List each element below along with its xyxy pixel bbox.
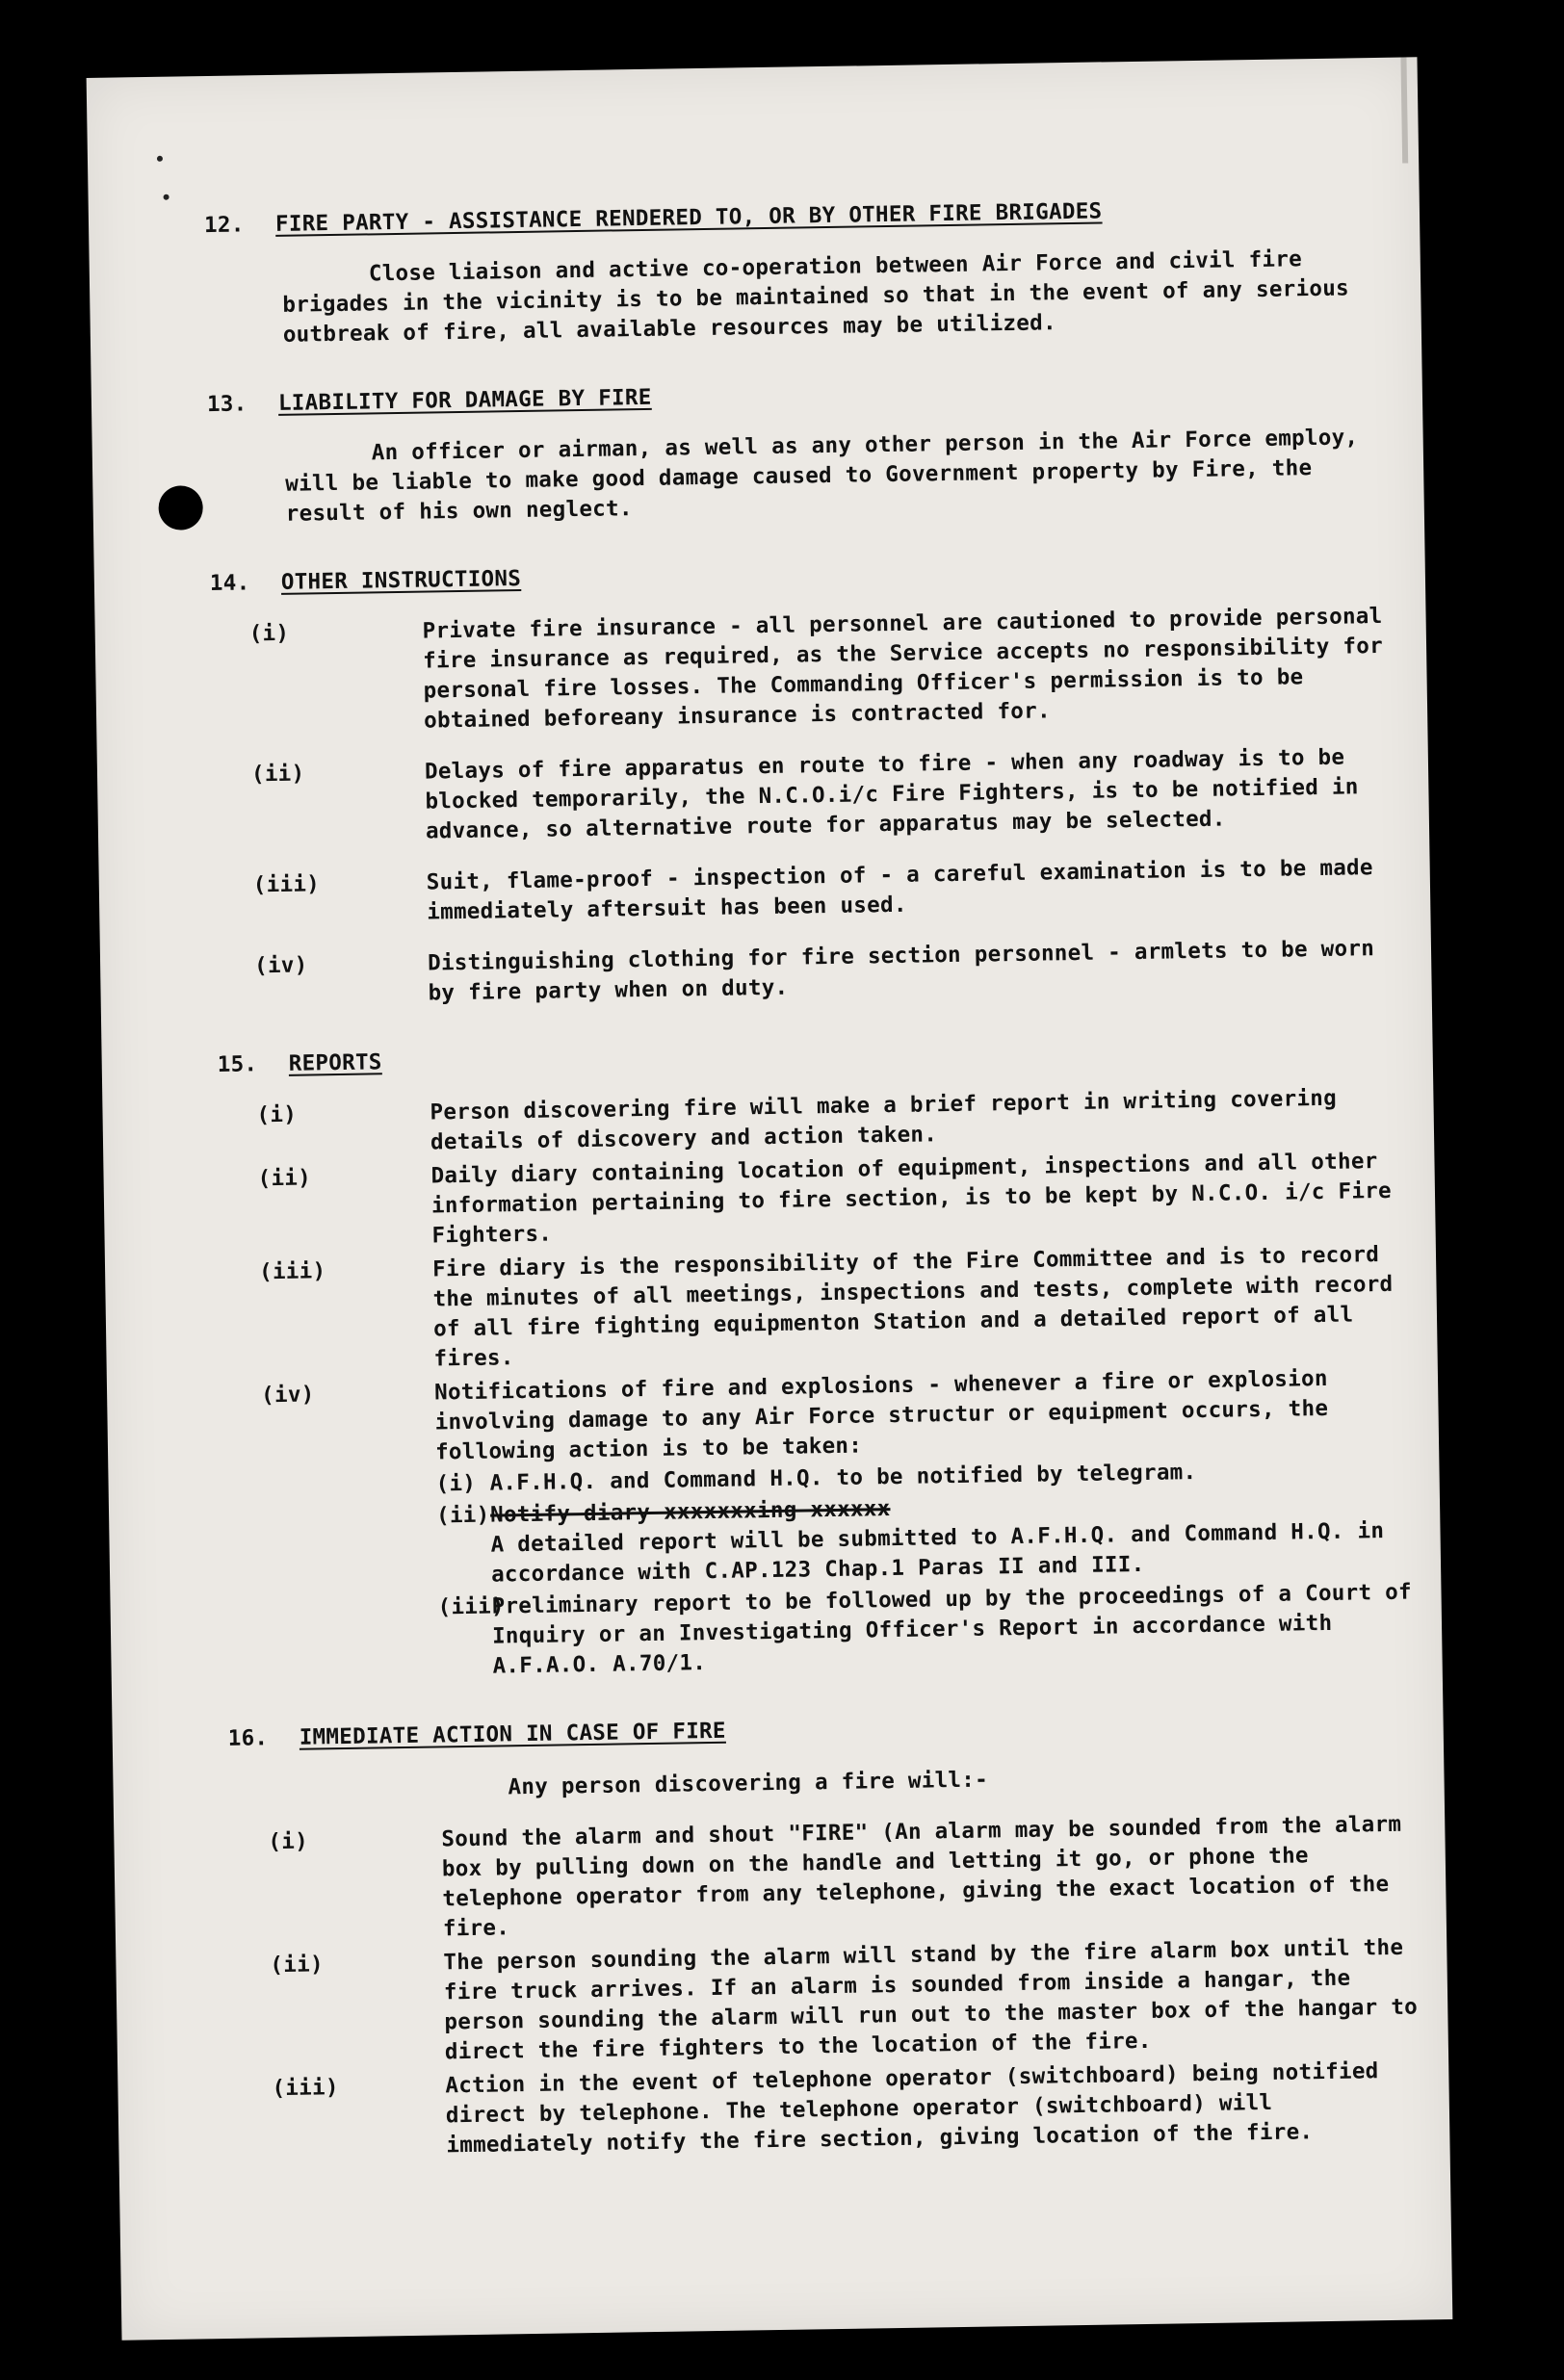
item-number: (iii) [252, 871, 321, 898]
section-title: LIABILITY FOR DAMAGE BY FIRE [277, 384, 652, 416]
section-15 [218, 1032, 1421, 1686]
section-paragraph: Close liaison and active co-operation between Air Force and civil fire brigades in the vicinity is to be maintained so that in the event of any serious outbreak of fire, all available resources may be utilized. [282, 246, 1350, 348]
section-number: 12. [203, 212, 245, 239]
document-page [87, 57, 1453, 2340]
sub-item [437, 1577, 1421, 1682]
list-item [215, 853, 1410, 931]
section-number: 15. [217, 1051, 258, 1077]
item-text: Fire diary is the responsibility of the Fire Committee and is to record the minutes of all meetings, inspections and tests, complete with record of all fire fighting equipmenton Station and a detailed report of all fires. [431, 1242, 1394, 1372]
section-intro: Any person discovering a fire will:- [508, 1767, 989, 1800]
sub-item-text: A detailed report will be submitted to A.F.H.Q. and Command H.Q. in accordance with C.AP.123 Chap.1 Paras II and III. [490, 1518, 1385, 1588]
item-text: Distinguishing clothing for fire section personnel - armlets to be worn by fire party when on duty. [427, 936, 1375, 1006]
section-12 [204, 193, 1400, 351]
section-number: 16. [227, 1725, 269, 1751]
struck-out-text: Notify diary xxxxxxxing xxxxxx [489, 1496, 891, 1528]
section-title: REPORTS [288, 1049, 382, 1076]
list-item [210, 602, 1406, 739]
speck [157, 156, 163, 162]
list-item [213, 742, 1408, 850]
item-number: (ii) [257, 1165, 312, 1192]
sub-item-number: (iii) [437, 1593, 506, 1620]
sub-item [436, 1486, 1420, 1591]
item-text: Daily diary containing location of equipment, inspections and all other information pertaining to fire section, is to be kept by N.C.O. i/c Fire Fighters. [430, 1149, 1393, 1249]
section-paragraph: An officer or airman, as well as any other person in the Air Force employ, will be liable to make good damage caused to Government property by Fire, the result of his own neglect. [285, 425, 1359, 527]
item-text: Notifications of fire and explosions - whenever a fire or explosion involving damage to any Air Force structur or equipment occurs, the following action is to be taken: [433, 1365, 1329, 1465]
sub-item-number: (ii) [435, 1502, 490, 1529]
section-title: FIRE PARTY - ASSISTANCE RENDERED TO, OR BY OTHER FIRE BRIGADES [274, 198, 1103, 237]
section-number: 14. [209, 570, 250, 597]
list-item [219, 1146, 1414, 1254]
item-number: (iii) [272, 2075, 339, 2102]
list-item [221, 1239, 1417, 1377]
item-text: Private fire insurance - all personnel are cautioned to provide personal fire insurance as required, as the Service accepts no responsibility for personal fire losses. The Commanding Officer's permission is to be obtained beforeany insurance is contracted for. [422, 603, 1384, 734]
list-item [216, 934, 1411, 1012]
item-text: Action in the event of telephone operator (switchboard) being notified direct by telephone. The telephone operator (switchboard) will immediately notify the fire section, giving location of the fire. [445, 2058, 1379, 2159]
sub-item-number: (i) [435, 1470, 477, 1497]
speck [164, 194, 169, 200]
item-text: Person discovering fire will make a brief report in writing covering details of discovery and action taken. [430, 1085, 1338, 1155]
list-item [233, 2056, 1428, 2163]
item-number: (i) [248, 620, 290, 647]
item-number: (iv) [253, 952, 308, 979]
item-number: (ii) [270, 1952, 325, 1979]
section-16 [228, 1705, 1429, 2163]
section-number: 13. [206, 391, 248, 418]
item-number: (ii) [250, 761, 305, 788]
item-number: (iv) [260, 1382, 315, 1409]
list-item [222, 1362, 1421, 1685]
document-body [204, 193, 1429, 2203]
punch-hole [158, 485, 203, 530]
item-number: (iii) [258, 1258, 326, 1285]
paper-crease [1400, 57, 1408, 163]
item-text: The person sounding the alarm will stand by the fire alarm box until the fire truck arrives. If an alarm is sounded from inside a hangar, the person sounding the alarm will run out to the master box of the hangar to direct the fire fighters to the location of the fire. [443, 1934, 1419, 2065]
section-14 [210, 551, 1411, 1012]
section-title: OTHER INSTRUCTIONS [280, 565, 522, 595]
list-item [229, 1809, 1425, 1947]
item-text: Sound the alarm and shout "FIRE" (An alarm may be sounded from the alarm box by pulling down on the handle and letting it go, or phone the telephone operator from any telephone, giving the exact location of the fire. [441, 1811, 1402, 1942]
item-text: Delays of fire apparatus en route to fire - when any roadway is to be blocked temporarily, the N.C.O.i/c Fire Fighters, is to be notified in advance, so alternative route for apparatus may be selected. [424, 744, 1359, 844]
sub-item-text: A.F.H.Q. and Command H.Q. to be notified by telegram. [489, 1460, 1197, 1496]
item-text: Suit, flame-proof - inspection of - a careful examination is to be made immediately aftersuit has been used. [426, 855, 1373, 925]
section-13 [207, 372, 1403, 530]
list-item [231, 1932, 1427, 2070]
item-number: (i) [256, 1101, 298, 1128]
section-title: IMMEDIATE ACTION IN CASE OF FIRE [299, 1718, 726, 1750]
item-number: (i) [268, 1828, 309, 1855]
sub-item-text: Preliminary report to be followed up by the proceedings of a Court of Inquiry or an Investigating Officer's Report in accordance with A.F.A.O. A.70/1. [491, 1579, 1413, 1679]
